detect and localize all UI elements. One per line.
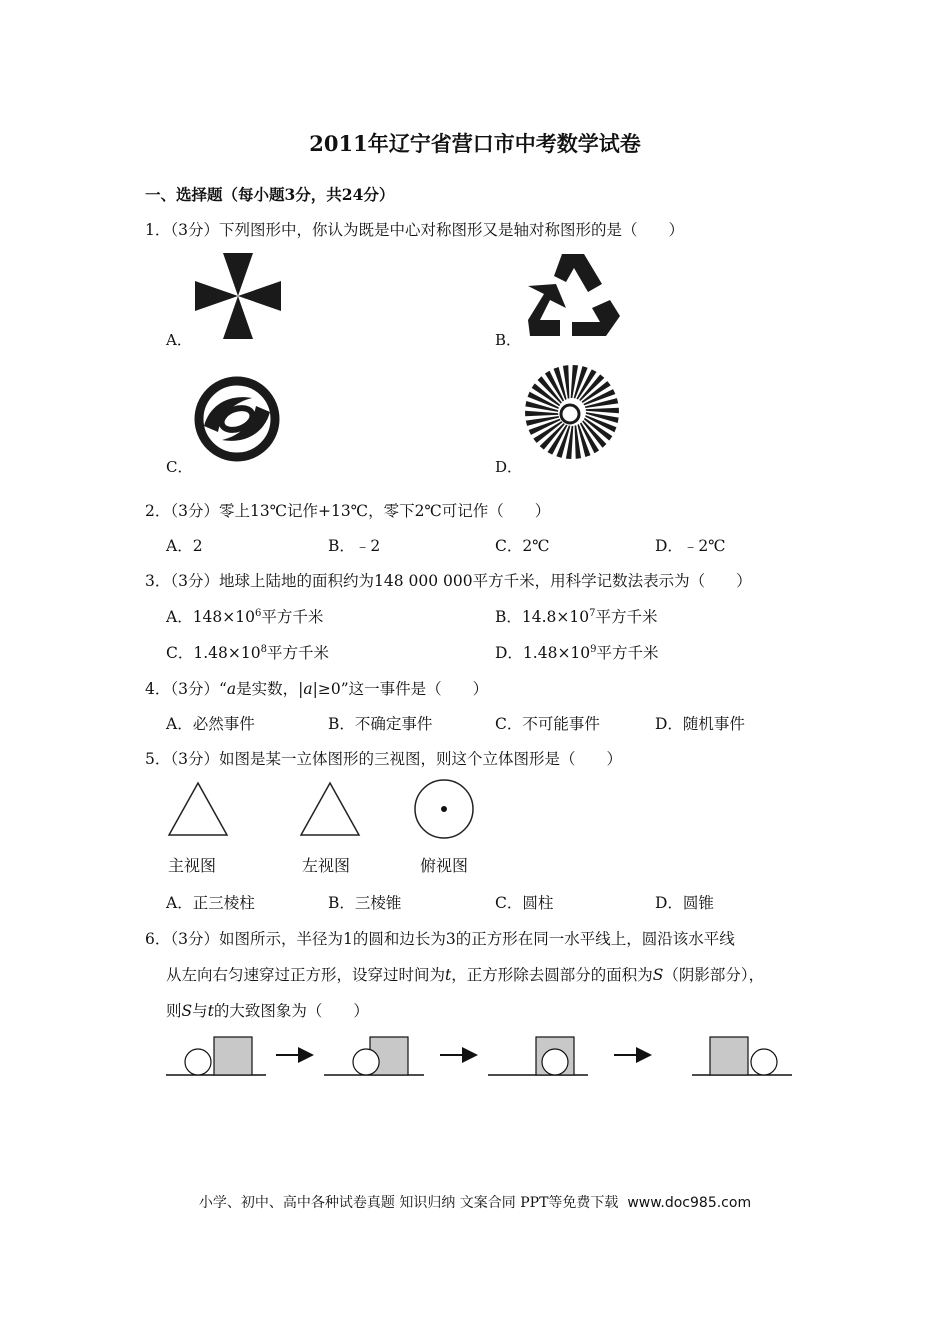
q1-label-d: D． <box>495 458 523 476</box>
q3-option-b: B．$14.8\times 10^7$平方千米 <box>495 608 658 626</box>
q2-option-b: B．﹣2 <box>328 537 381 555</box>
q1-stem: 1．（3分）下列图形中，你认为既是中心对称图形又是轴对称图形的是（ ） <box>145 221 684 239</box>
front-view-label: 主视图 <box>168 856 217 875</box>
q2-option-c: C．2℃ <box>495 537 550 555</box>
side-view-triangle <box>298 780 362 838</box>
section-heading-choice: 一、选择题（每小题3分，共24分） <box>145 185 395 204</box>
sunburst-figure <box>522 362 622 462</box>
q2-option-d: D．﹣2℃ <box>655 537 726 555</box>
footer-text: 小学、初中、高中各种试卷真题 知识归纳 文案合同 PPT等免费下载 <box>198 1195 619 1211</box>
q2-option-a: A．2 <box>166 537 203 555</box>
pinwheel-figure <box>192 250 284 342</box>
front-view-triangle <box>166 780 230 838</box>
top-view-circle <box>412 777 476 841</box>
q1-label-b: B． <box>495 331 522 349</box>
q2-stem: 2．（3分）零上13℃记作+13℃，零下2℃可记作（ ） <box>145 502 551 520</box>
circle-square-sequence-figure <box>160 1030 800 1082</box>
q5-option-b: B．三棱锥 <box>328 894 402 912</box>
page-title: 2011年辽宁省营口市中考数学试卷 <box>309 131 641 156</box>
circle-logo-figure <box>192 374 282 464</box>
q3-option-d: D．$1.48\times 10^9$平方千米 <box>495 644 659 662</box>
q4-option-a: A．必然事件 <box>166 715 255 733</box>
q6-line3: 则S与t的大致图象为（ ） <box>166 1002 369 1020</box>
sunburst-ray <box>585 408 619 413</box>
q5-stem: 5．（3分）如图是某一立体图形的三视图，则这个立体图形是（ ） <box>145 750 622 768</box>
q6-line1: 6．（3分）如图所示，半径为1的圆和边长为3的正方形在同一水平线上，圆沿该水平线 <box>145 930 735 948</box>
q6-line2: 从左向右匀速穿过正方形，设穿过时间为t，正方形除去圆部分的面积为S（阴影部分）， <box>166 966 765 984</box>
q4-option-b: B．不确定事件 <box>328 715 433 733</box>
recycle-triangle-figure <box>526 250 622 340</box>
q5-option-d: D．圆锥 <box>655 894 714 912</box>
top-view-label: 俯视图 <box>420 856 469 875</box>
page-footer <box>0 1192 950 1212</box>
footer-link[interactable]: www.doc985.com <box>627 1195 752 1211</box>
q3-option-c: C．$1.48\times 10^8$平方千米 <box>166 644 329 662</box>
q3-stem: 3．（3分）地球上陆地的面积约为148 000 000平方千米，用科学记数法表示为（ ） <box>145 572 752 590</box>
q5-option-c: C．圆柱 <box>495 894 554 912</box>
q4-option-c: C．不可能事件 <box>495 715 600 733</box>
q1-label-c: C． <box>166 458 193 476</box>
sunburst-ray <box>525 411 559 416</box>
side-view-label: 左视图 <box>302 856 351 875</box>
q4-option-d: D．随机事件 <box>655 715 745 733</box>
q1-label-a: A． <box>166 331 192 349</box>
q4-stem: 4．（3分）“a是实数，|a|≥0”这一事件是（ ） <box>145 680 489 698</box>
q3-option-a: A．$148\times 10^6$平方千米 <box>166 608 324 626</box>
q5-option-a: A．正三棱柱 <box>166 894 255 912</box>
